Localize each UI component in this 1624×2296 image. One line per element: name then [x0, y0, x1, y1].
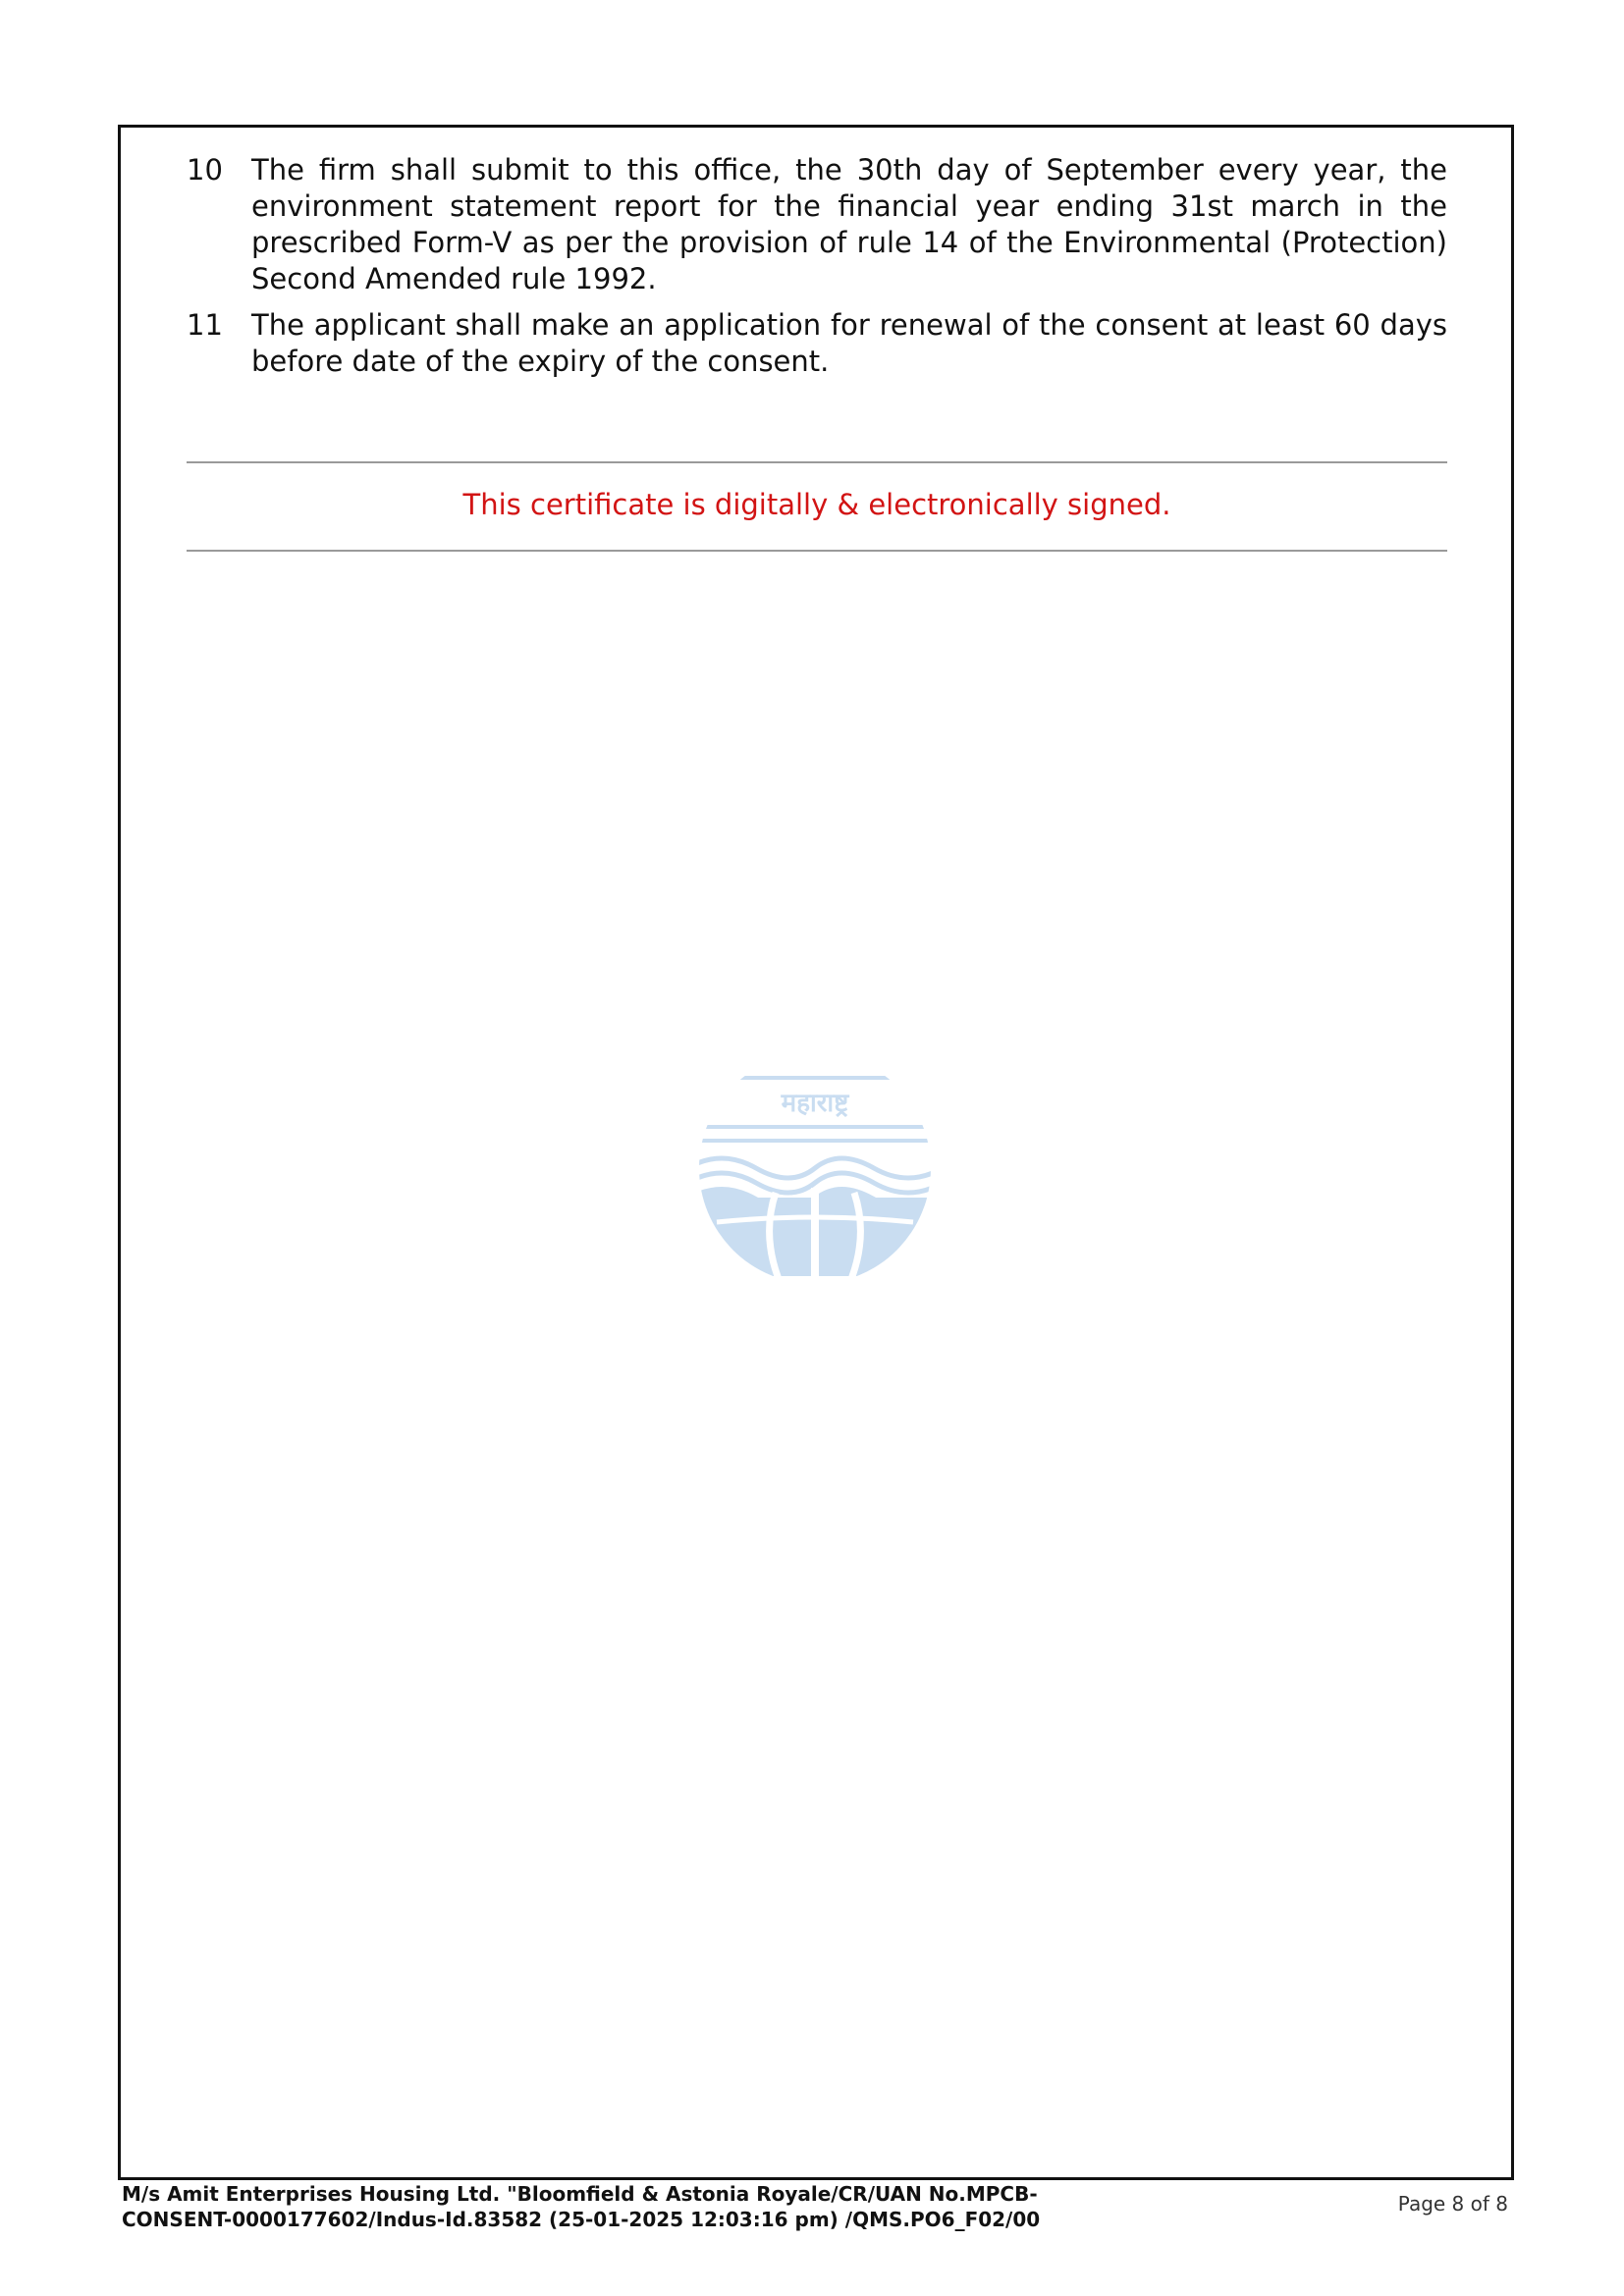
condition-text: The applicant shall make an application for renewal of the consent at least 60 days before date of the expiry of the consent.	[251, 308, 1447, 378]
document-reference	[122, 2181, 1104, 2232]
mpcb-logo-watermark-icon	[687, 1031, 943, 1276]
conditions-list	[187, 152, 1447, 390]
page-number: Page 8 of 8	[1397, 2192, 1508, 2216]
document-reference-line-1: M/s Amit Enterprises Housing Ltd. "Bloomfield & Astonia Royale/CR/UAN No.MPCB-	[122, 2182, 1038, 2206]
condition-number: 11	[187, 308, 223, 342]
notice-divider-bottom	[187, 550, 1447, 552]
condition-text: The firm shall submit to this office, the 30th day of September every year, the environment statement report for the financial year ending 31st march in the prescribed Form-V as per the provision of rule 14 of the Environmental (Protection) Second Amended rule 1992.	[251, 153, 1447, 295]
document-reference-line-2: CONSENT-0000177602/Indus-Id.83582 (25-01-2025 12:03:16 pm) /QMS.PO6_F02/00	[122, 2208, 1041, 2231]
notice-divider-top	[187, 461, 1447, 463]
watermark-text: महाराष्ट्र	[781, 1089, 849, 1118]
digital-signature-notice: This certificate is digitally & electronically signed.	[462, 488, 1171, 521]
condition-item	[187, 307, 1447, 380]
condition-number: 10	[187, 153, 223, 187]
condition-item	[187, 152, 1447, 297]
